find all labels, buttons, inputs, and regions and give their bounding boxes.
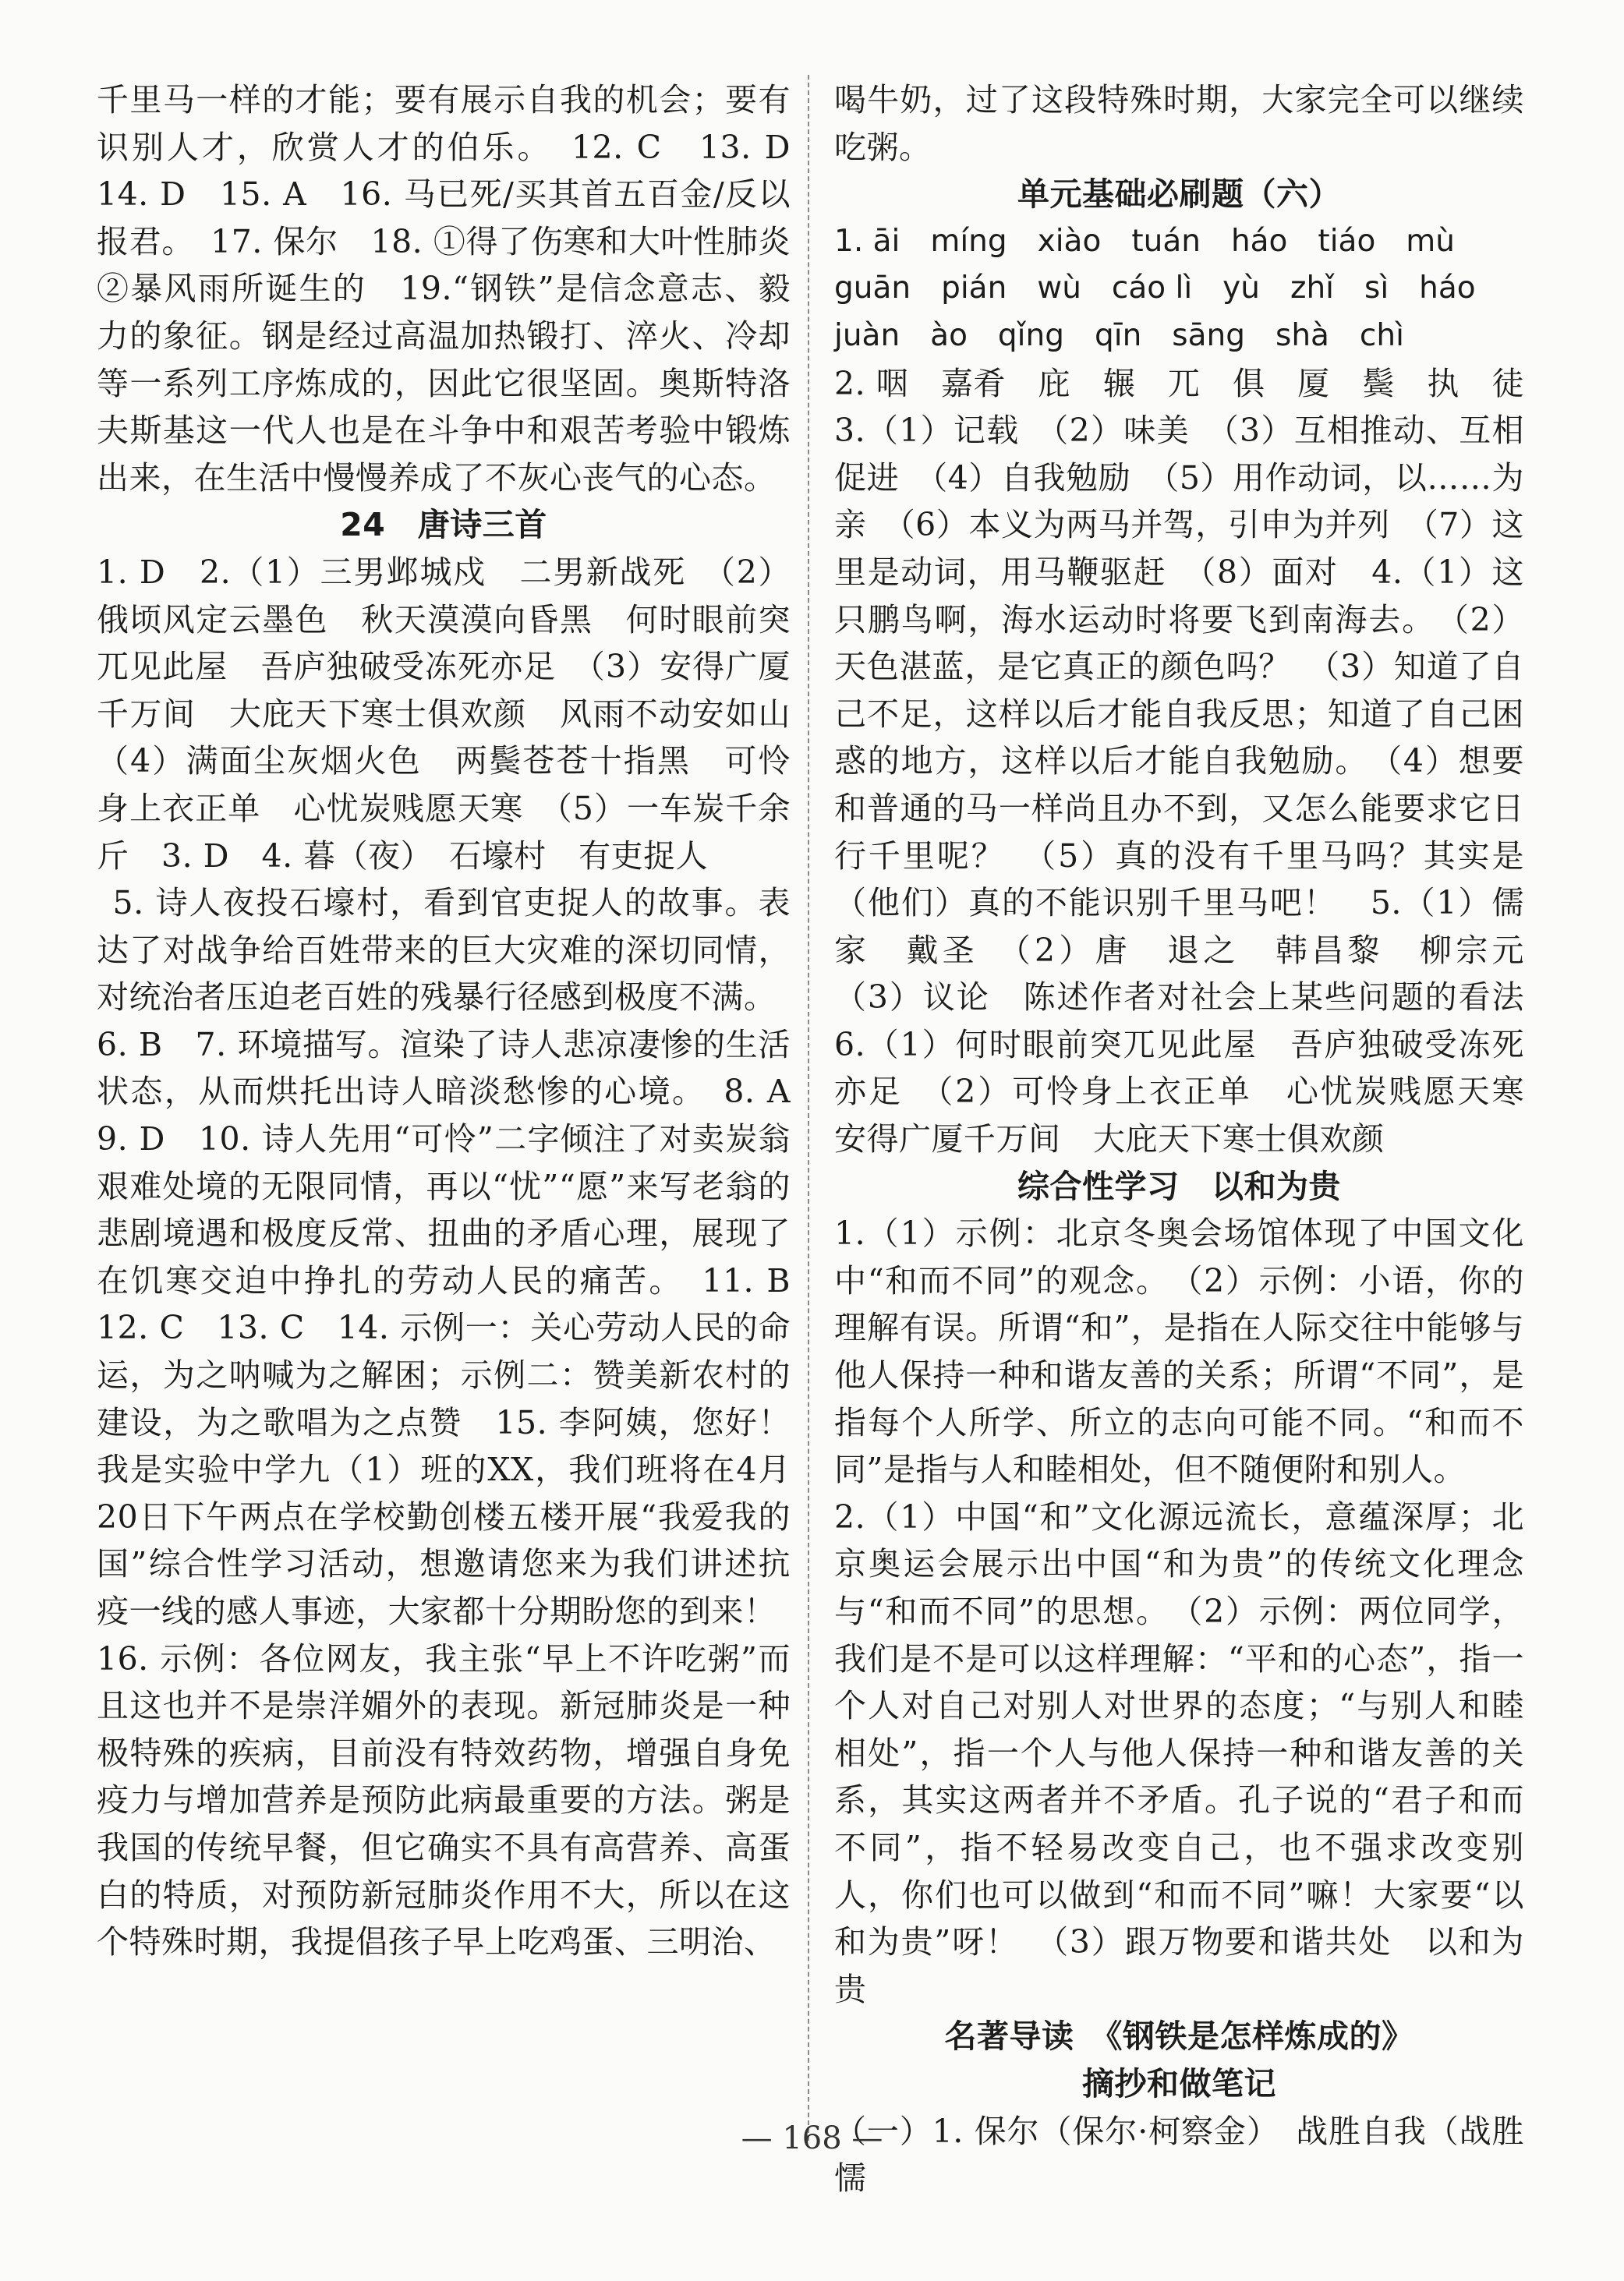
section-heading: 24 唐诗三首 xyxy=(340,506,547,544)
answer-block: 2.（1）中国“和”文化源远流长，意蕴深厚；北京奥运会展示出中国“和为贵”的传统文化理念与“和而不同”的思想。 （2）示例：两位同学，我们是不是可以这样理解：“平和的心态”，指一个人对自己对别人对世界的态度；“与别人和睦相处”，指一个人与他人保持一种和谐友善的关系，其实这两者并不矛盾。孔子说的“君子和而不同”，指不轻易改变自己，也不强求改变别人，你们也可以做到“和而不同”嘛！大家要“以和为贵”呀！ （3）跟万物要和谐共处 以和为贵 xyxy=(834,1498,1524,2008)
answer-block: 1. D 2.（1）三男邺城戍 二男新战死 （2）俄顷风定云墨色 秋天漠漠向昏黑 何时眼前突兀见此屋 吾庐独破受冻死亦足 （3）安得广厦千万间 大庇天下寒士俱欢颜 风雨不动安如山 （4）满面尘灰烟火色 两鬓苍苍十指黑 可怜身上衣正单 心忧炭贱愿天寒 （5）一车炭千余斤 3. D 4. 暮（夜） 石壕村 有吏捉人 xyxy=(97,553,823,875)
section-heading: 单元基础必刷题（六） xyxy=(1017,175,1341,214)
answer-block: 16. 示例：各位网友，我主张“早上不许吃粥”而且这也并不是崇洋媚外的表现。新冠肺炎是一种极特殊的疾病，目前没有特效药物，增强自身免疫力与增加营养是预防此病最重要的方法。粥是我国的传统早餐，但它确实不具有高营养、高蛋白的特质，对预防新冠肺炎作用不大，所以在这个特殊时期，我提倡孩子早上吃鸡蛋、三明治、 xyxy=(97,1639,791,1961)
answer-block: 5. 诗人夜投石壕村，看到官吏捉人的故事。表达了对战争给百姓带来的巨大灾难的深切同情，对统治者压迫老百姓的残暴行径感到极度不满。 xyxy=(97,884,791,1017)
answer-block: （一）1. 保尔（保尔·柯察金） 战胜自我（战胜懦 xyxy=(834,2112,1524,2198)
answer-block: 千里马一样的才能；要有展示自我的机会；要有识别人才，欣赏人才的伯乐。 12. C 13. D 14. D 15. A 16. 马已死/买其首五百金/反以报君。 17. 保尔 18. ①得了伤寒和大叶性肺炎 ②暴风雨所诞生的 19.“钢铁”是信念意志、毅力的象征。钢是经过高温加热锻打、淬火、冷却等一系列工序炼成的，因此它很坚固。奥斯特洛夫斯基这一代人也是在斗争中和艰苦考验中锻炼出来，在生活中慢慢养成了不灰心丧气的心态。 xyxy=(97,81,823,497)
section-subheading: 摘抄和做笔记 xyxy=(1082,2064,1276,2102)
answer-block: 喝牛奶，过了这段特殊时期，大家完全可以继续吃粥。 xyxy=(834,81,1524,166)
section-heading: 综合性学习 以和为贵 xyxy=(1017,1167,1341,1205)
answer-block: 6. B 7. 环境描写。渲染了诗人悲凉凄惨的生活状态，从而烘托出诗人暗淡愁惨的心境。 8. A 9. D 10. 诗人先用“可怜”二字倾注了对卖炭翁艰难处境的无限同情，再以“忧”“愿”来写老翁的悲剧境遇和极度反常、扭曲的矛盾心理，展现了在饥寒交迫中挣扎的劳动人民的痛苦。 11. B 12. C 13. C 14. 示例一：关心劳动人民的命运，为之呐喊为之解困；示例二：赞美新农村的建设，为之歌唱为之点赞 15. 李阿姨，您好！我是实验中学九（1）班的XX，我们班将在4月20日下午两点在学校勤创楼五楼开展“我爱我的国”综合性学习活动，想邀请您来为我们讲述抗疫一线的感人事迹，大家都十分期盼您的到来！ xyxy=(97,1025,823,1630)
pinyin-line: juàn ào qǐng qīn sāng shà chì xyxy=(834,317,1404,353)
answer-block: 1.（1）示例：北京冬奥会场馆体现了中国文化中“和而不同”的观念。 （2）示例：小语，你的理解有误。所谓“和”，是指在人际交往中能够与他人保持一种和谐友善的关系；所谓“不同”，是指每个人所学、所立的志向可能不同。“和而不同”是指与人和睦相处，但不随便附和别人。 xyxy=(834,1215,1524,1489)
page-number: — 168 — xyxy=(741,2120,883,2156)
right-column xyxy=(834,76,1557,2202)
left-column xyxy=(97,76,823,1966)
answer-block: 2. 咽 嘉肴 庇 辗 兀 俱 厦 鬓 执 徒 3.（1）记载 （2）味美 （3）互相推动、互相促进 （4）自我勉励 （5）用作动词，以……为亲 （6）本义为两马并驾，引申为并列 （7）这里是动词，用马鞭驱赶 （8）面对 4.（1）这只鹏鸟啊，海水运动时将要飞到南海去。 （2）天色湛蓝，是它真正的颜色吗？ （3）知道了自己不足，这样以后才能自我反思；知道了自己困惑的地方，这样以后才能自我勉励。 （4）想要和普通的马一样尚且办不到，又怎么能要求它日行千里呢？ （5）真的没有千里马吗？其实是（他们）真的不能识别千里马吧！ 5.（1）儒家 戴圣 （2）唐 退之 韩昌黎 柳宗元 （3）议论 陈述作者对社会上某些问题的看法 6.（1）何时眼前突兀见此屋 吾庐独破受冻死亦足 （2）可怜身上衣正单 心忧炭贱愿天寒 安得广厦千万间 大庇天下寒士俱欢颜 xyxy=(834,364,1557,1158)
section-heading: 名著导读 《钢铁是怎样炼成的》 xyxy=(944,2018,1414,2056)
pinyin-line: guān pián wù cáo lì yù zhǐ sì háo xyxy=(834,271,1476,306)
pinyin-line: 1. āi míng xiào tuán háo tiáo mù xyxy=(834,223,1456,259)
